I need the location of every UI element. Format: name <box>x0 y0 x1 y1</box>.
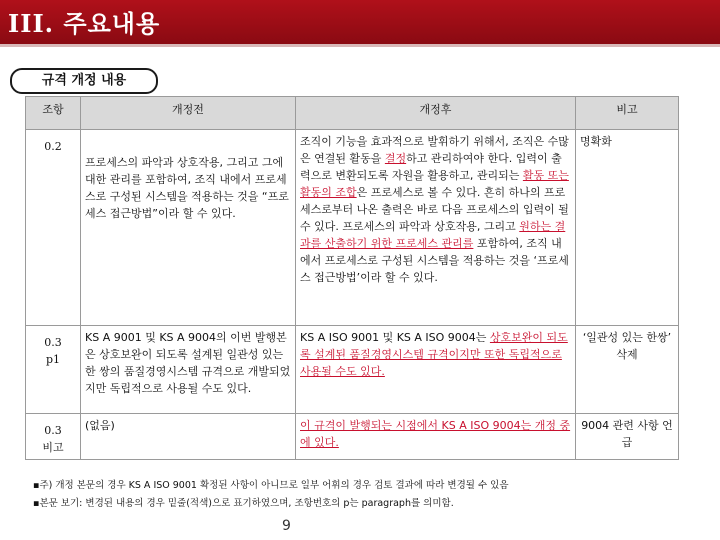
unchanged-text: 은 프로세스로 볼 수 있다. 흔히 하나의 프로세스로부터 나온 출력은 바로 다음 프로세스의 입력이 될 수 있다. 프로세스의 파악과 상호작용, 그리고 <box>300 186 569 233</box>
clause-cell <box>26 414 81 460</box>
header-remark: 비고 <box>576 97 679 130</box>
clause-cell <box>26 130 81 326</box>
table-row <box>26 326 679 414</box>
header-after: 개정후 <box>296 97 576 130</box>
table-row <box>26 414 679 460</box>
after-text <box>296 130 576 326</box>
table-header-row <box>26 97 679 130</box>
after-text <box>296 414 576 460</box>
clause-cell <box>26 326 81 414</box>
clause-number: 0.3 <box>44 336 62 349</box>
revision-table <box>25 96 679 460</box>
header-before: 개정전 <box>81 97 296 130</box>
unchanged-text: KS A ISO 9001 및 KS A ISO 9004는 <box>300 331 490 344</box>
clause-number: 0.2 <box>44 140 62 153</box>
title-bar <box>0 0 720 44</box>
clause-number: 0.3 <box>44 424 62 437</box>
changed-text: 결정 <box>384 152 407 165</box>
title-divider <box>0 44 720 47</box>
before-text: 프로세스의 파악과 상호작용, 그리고 그에 대한 관리를 포함하여, 조직 내에서 프로세스로 구성된 시스템을 적용하는 것을 “프로세스 접근방법”이라 할 수 있다. <box>81 130 296 326</box>
before-text: KS A 9001 및 KS A 9004의 이번 발행본은 상호보완이 되도록 설계된 일관성 있는 한 쌍의 품질경영시스템 규격으로 개발되었지만 독립적으로 사용될 수도 있다. <box>81 326 296 414</box>
table-row <box>26 130 679 326</box>
unchanged-text: 조직이 기능을 효과적으로 발휘하기 위해서, 조직은 수많은 연결된 활동을 <box>300 135 569 165</box>
changed-text: 이 규격이 발행되는 시점에서 KS A ISO 9004는 개정 중에 있다. <box>300 419 571 449</box>
unchanged-text: 하고 관리하여야 한다. 입력이 출력으로 변환되도록 자원을 활용하고, 관리되는 <box>300 152 562 182</box>
page-number: 9 <box>282 518 291 534</box>
changed-text: 활동 또는 활동의 조합 <box>300 169 569 199</box>
footnote-2: ▪본문 보기: 변경된 내용의 경우 밑줄(적색)으로 표기하였으며, 조항번호의 p는 paragraph를 의미함. <box>33 498 454 509</box>
footnote-1: ▪주) 개정 본문의 경우 KS A ISO 9001 확정된 사항이 아니므로 일부 어휘의 경우 검토 결과에 따라 변경될 수 있음 <box>33 480 509 491</box>
before-text: (없음) <box>81 414 296 460</box>
after-text <box>296 326 576 414</box>
unchanged-text: 포함하여, 조직 내에서 프로세스로 구성된 시스템을 적용하는 것을 ‘프로세스 접근방법’이라 할 수 있다. <box>300 237 569 284</box>
remark-text: ‘일관성 있는 한쌍’ 삭제 <box>576 326 679 414</box>
page-title: III. 주요내용 <box>8 9 161 38</box>
clause-sub: 비고 <box>42 441 64 454</box>
changed-text: 원하는 결과를 산출하기 위한 프로세스 관리를 <box>300 220 566 250</box>
remark-text: 명확화 <box>576 130 679 326</box>
header-clause: 조항 <box>26 97 81 130</box>
section-label: 규격 개정 내용 <box>10 68 158 94</box>
changed-text: 상호보완이 되도록 설계된 품질경영시스템 규격이지만 또한 독립적으로 사용될 수도 있다. <box>300 331 568 378</box>
remark-text: 9004 관련 사항 언급 <box>576 414 679 460</box>
clause-sub: p1 <box>45 353 61 366</box>
footnotes <box>33 477 509 513</box>
